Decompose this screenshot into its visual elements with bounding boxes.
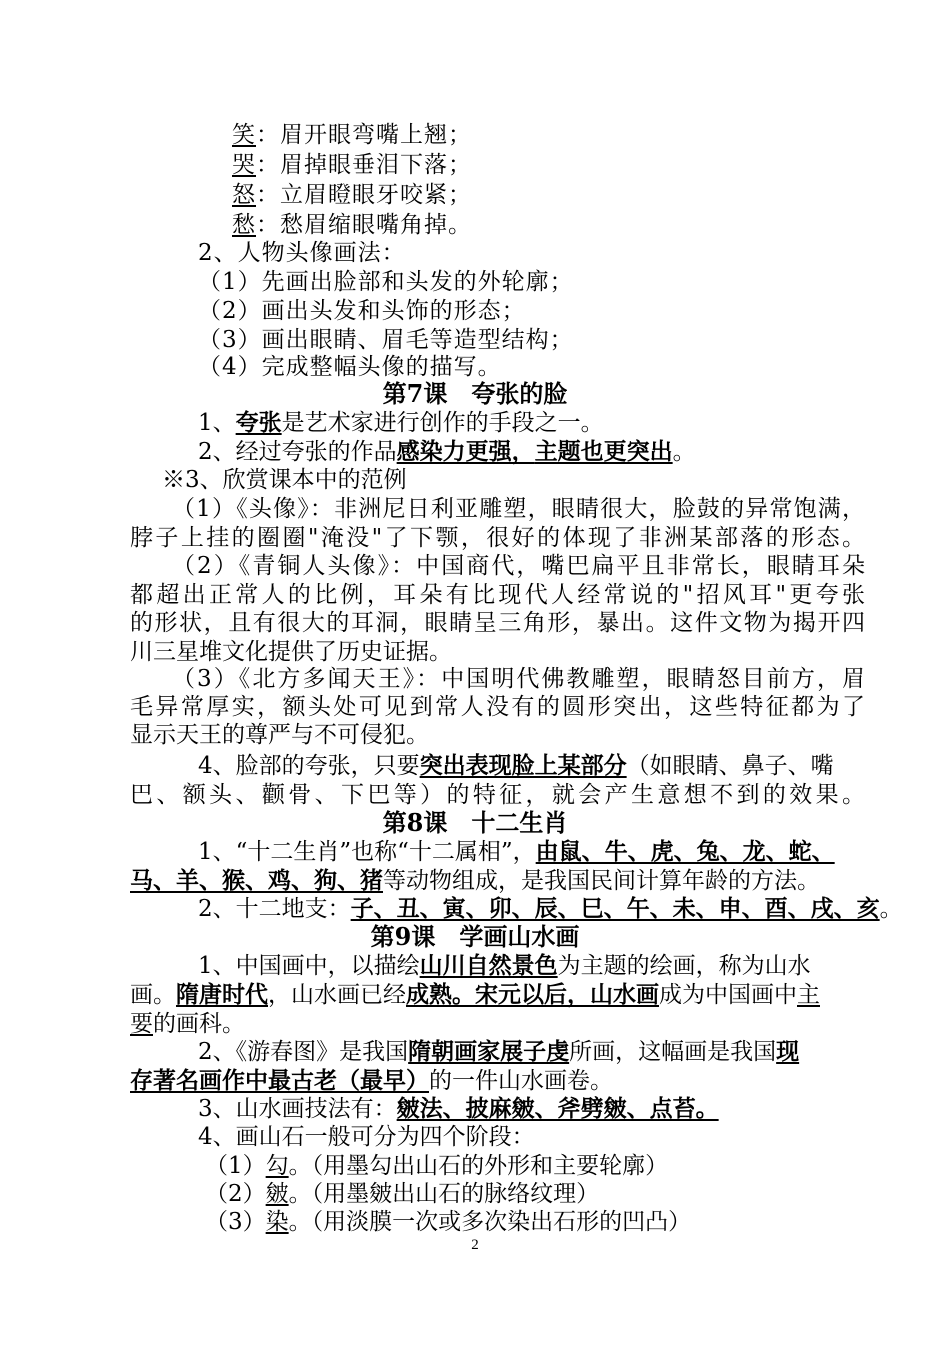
- expression-line: 怒：立眉瞪眼牙咬紧；: [232, 182, 472, 208]
- example-1-line: 脖子上挂的圈圈"淹没"了下颚，很好的体现了非洲某部落的形态。: [130, 525, 865, 551]
- lesson-9-point-1-cont: 要的画科。: [130, 1011, 245, 1037]
- expression-line: 愁：愁眉缩眼嘴角掉。: [232, 212, 472, 238]
- lesson-7-point-4: 4、脸部的夸张，只要突出表现脸上某部分（如眼睛、鼻子、嘴: [198, 752, 834, 779]
- portrait-step: （3）画出眼睛、眉毛等造型结构；: [198, 327, 574, 353]
- stone-step: （2）皴。（用墨皴出山石的脉络纹理）: [205, 1181, 600, 1207]
- stone-step: （1）勾。（用墨勾出山石的外形和主要轮廓）: [205, 1153, 669, 1179]
- lesson-7-point-2: 2、经过夸张的作品感染力更强，主题也更突出。: [198, 438, 696, 465]
- lesson-9-point-2: 2、《游春图》是我国隋朝画家展子虔所画，这幅画是我国现: [198, 1038, 800, 1065]
- lesson-8-point-1: 1、“十二生肖”也称“十二属相”，由鼠、牛、虎、兔、龙、蛇、: [198, 838, 835, 865]
- example-2-line: 都超出正常人的比例，耳朵有比现代人经常说的"招风耳"更夸张: [130, 582, 865, 608]
- lesson-9-point-4: 4、画山石一般可分为四个阶段：: [198, 1124, 535, 1150]
- expression-line: 哭：眉掉眼垂泪下落；: [232, 152, 472, 178]
- lesson-7-title: 第7课 夸张的脸: [382, 379, 568, 408]
- example-3-line: （3）《北方多闻天王》：中国明代佛教雕塑，眼睛怒目前方，眉: [172, 666, 865, 692]
- lesson-9-title: 第9课 学画山水画: [370, 922, 580, 951]
- example-2-line: （2）《青铜人头像》：中国商代，嘴巴扁平且非常长，眼睛耳朵: [172, 553, 865, 579]
- lesson-8-title: 第8课 十二生肖: [382, 808, 568, 837]
- portrait-heading: 2、人物头像画法：: [198, 240, 406, 266]
- lesson-8-point-2: 2、十二地支：子、丑、寅、卯、辰、巳、午、未、申、酉、戌、亥。: [198, 895, 903, 922]
- example-3-line: 毛异常厚实，额头处可见到常人没有的圆形突出，这些特征都为了: [130, 694, 865, 720]
- lesson-7-point-3: ※3、欣赏课本中的范例: [162, 467, 407, 493]
- portrait-step: （4）完成整幅头像的描写。: [198, 354, 502, 380]
- expression-line: 笑：眉开眼弯嘴上翘；: [232, 122, 472, 148]
- example-2-line: 的形状，且有很大的耳洞，眼睛呈三角形，暴出。这件文物为揭开四: [130, 610, 865, 636]
- lesson-9-point-1: 1、中国画中，以描绘山川自然景色为主题的绘画，称为山水: [198, 952, 811, 979]
- lesson-8-point-1-cont: 马、羊、猴、鸡、狗、猪等动物组成，是我国民间计算年龄的方法。: [130, 867, 820, 894]
- example-2-line: 川三星堆文化提供了历史证据。: [130, 639, 452, 665]
- lesson-9-point-3: 3、山水画技法有：皴法、披麻皴、斧劈皴、点苔。: [198, 1095, 719, 1122]
- portrait-step: （2）画出头发和头饰的形态；: [198, 298, 526, 324]
- stone-step: （3）染。（用淡膜一次或多次染出石形的凹凸）: [205, 1209, 692, 1235]
- lesson-7-point-1: 1、夸张是艺术家进行创作的手段之一。: [198, 409, 604, 436]
- page-number: 2: [471, 1237, 479, 1253]
- lesson-7-point-4-cont: 巴、额头、颧骨、下巴等）的特征，就会产生意想不到的效果。: [130, 782, 865, 808]
- example-1-line: （1）《头像》：非洲尼日利亚雕塑，眼睛很大，脸鼓的异常饱满，: [172, 496, 865, 522]
- lesson-9-point-1-cont: 画。隋唐时代，山水画已经成熟。宋元以后，山水画成为中国画中主: [130, 981, 820, 1008]
- example-3-line: 显示天王的尊严与不可侵犯。: [130, 722, 429, 748]
- lesson-9-point-2-cont: 存著名画作中最古老（最早）的一件山水画卷。: [130, 1067, 613, 1094]
- portrait-step: （1）先画出脸部和头发的外轮廓；: [198, 269, 574, 295]
